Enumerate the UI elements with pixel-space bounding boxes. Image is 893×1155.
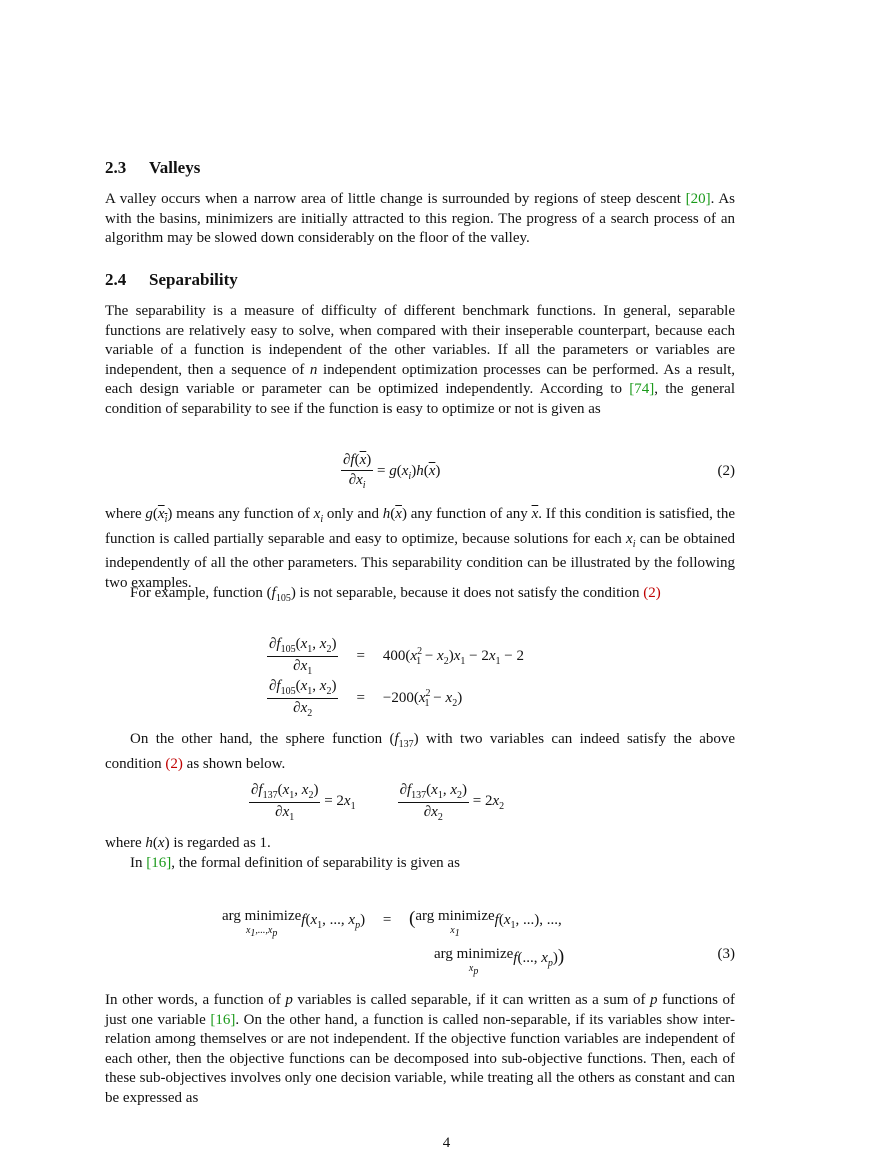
equation-reference-link[interactable]: (2) bbox=[165, 755, 183, 772]
equation-3-line-2: arg minimize $x_p$ f(..., $x_p$)) bbox=[434, 946, 565, 977]
citation-link[interactable]: [16] bbox=[210, 1011, 236, 1028]
section-heading-valleys: 2.3 Valleys bbox=[105, 158, 201, 177]
equation-f137: $\frac{\partial f_{137}(x_1, x_2)}{\partial x_1}$ = $2x_1$ $\frac{\partial f_{137}(x_1, x_2)}{\partial x_2}$ = $2x_2$ bbox=[251, 782, 505, 823]
equation-2: $\frac{\partial f(\overline{x})}{\partial x_i}$ = $g(x_i)h(\overline{x})$ bbox=[343, 452, 441, 491]
equation-f105-row-1: $\frac{\partial f_{105}(x_1, x_2)}{\partial x_1}$ = $400(x^2_1 - x_2)x_1 - 2x_1 - 2$ bbox=[269, 636, 524, 677]
paragraph-h-regarded: where h(x) is regarded as 1. bbox=[105, 835, 271, 851]
paragraph-formal-definition: In [16], the formal definition of separability is given as bbox=[130, 855, 460, 871]
paragraph-separable-sum: In other words, a function of p variables is called separable, if it can written as a sum of p functions of just one variable [16]. On the other hand, a function is called non-separable, if its variables show inter-relation among themselves or are not independent. If the objective function variables are independent of each other, then the objective functions can be decomposed into sub-objective functions. Then, each of these sub-objectives involves only one decision variable, while treating all the others as constant and can be expressed as bbox=[105, 992, 735, 1106]
page-number: 4 bbox=[442, 1135, 451, 1151]
paragraph-sphere-function: On the other hand, the sphere function $(f_{137})$ with two variables can indeed satisfy the above condition (2) as shown below. bbox=[105, 731, 736, 772]
equation-number: (2) bbox=[717, 463, 735, 479]
equation-f105-row-2: $\frac{\partial f_{105}(x_1, x_2)}{\partial x_2}$ = $-200(x^2_1 - x_2)$ bbox=[269, 678, 463, 719]
paragraph-separability-condition: where $g(x_i)$ means any function of $x_i$ only and $h(\overline{x})$ any function of any $\overline{x}$. If this condition is satisfied, the function is called partially separable and easy to optimize, because solutions for each $x_i$ can be obtained independently of all the other parameters. This separability condition can be illustrated by the following two examples. bbox=[105, 506, 736, 591]
citation-link[interactable]: [74] bbox=[629, 381, 655, 398]
citation-link[interactable]: [20] bbox=[685, 191, 711, 207]
equation-number: (3) bbox=[717, 946, 735, 962]
paragraph-example-f105: For example, function $(f_{105})$ is not separable, because it does not satisfy the condition (2) bbox=[130, 585, 661, 604]
paragraph-valleys: A valley occurs when a narrow area of little change is surrounded by regions of steep descent [20]. As with the basins, minimizers are initially attracted to this region. The progress of a search process of an algorithm may be slowed down considerably on the floor of the valley. bbox=[105, 191, 736, 247]
paragraph-separability-intro: The separability is a measure of difficulty of different benchmark functions. In general, separable functions are relatively easy to solve, when compared with their inseperable counterpart, because each variable of a function is independent of the other variables. If all the parameters or variables are independent, then a sequence of n independent optimization processes can be performed. As a result, each design variable or parameter can be optimized independently. According to [74], the general condition of separability to see if the function is easy to optimize or not is given as bbox=[105, 303, 735, 417]
section-heading-separability: 2.4 Separability bbox=[105, 270, 238, 289]
equation-reference-link[interactable]: (2) bbox=[643, 585, 661, 601]
citation-link[interactable]: [16] bbox=[146, 855, 172, 871]
equation-3-line-1: arg minimize $x_1,...,x_p$ $f(x_1$, ..., $x_p$) = ( arg minimize $x_1$ $f(x_1$, ...), ..., bbox=[222, 908, 562, 939]
